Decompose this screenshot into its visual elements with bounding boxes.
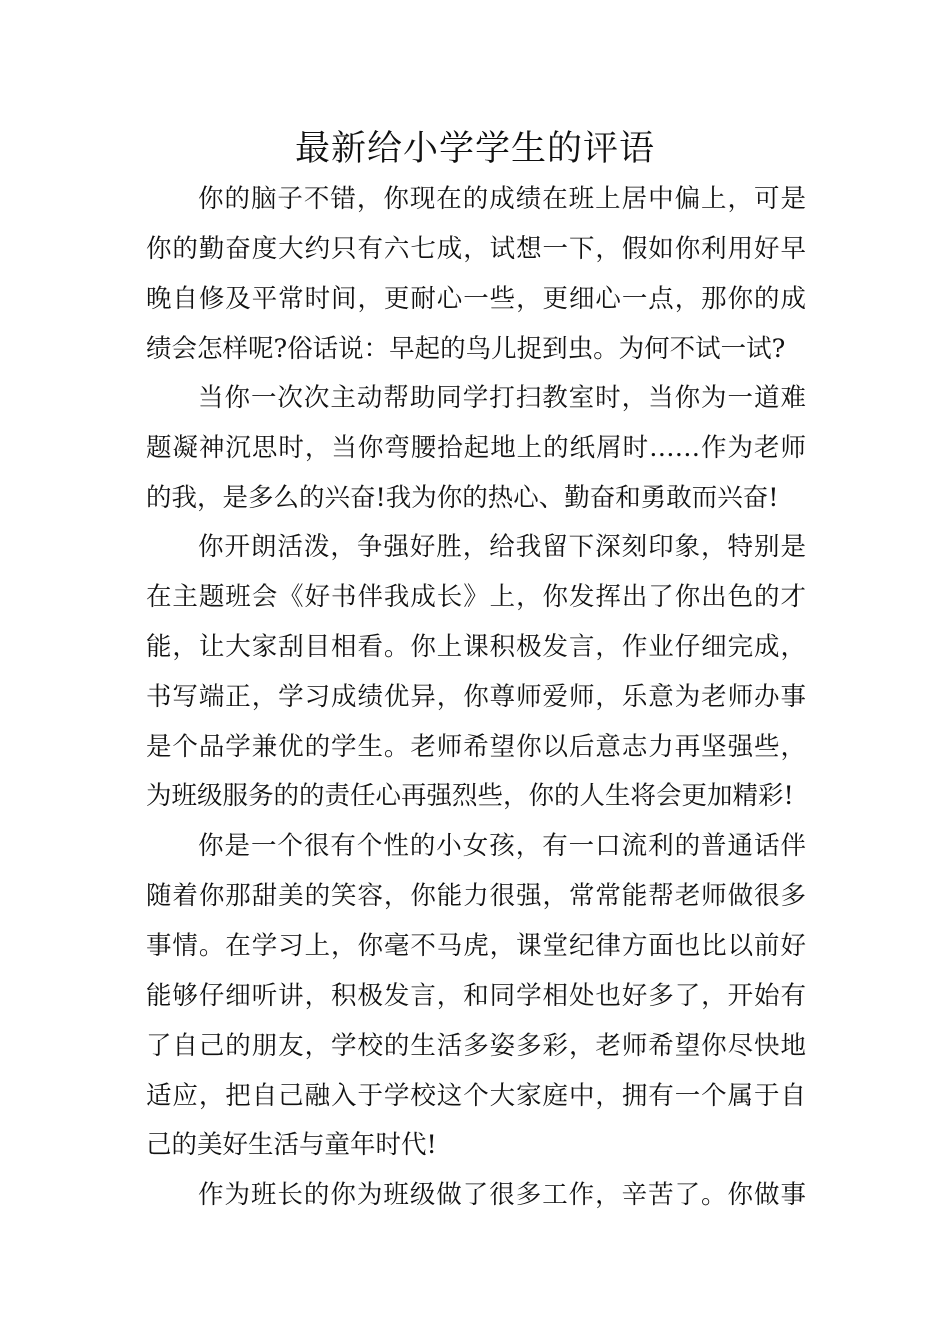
paragraph-4-line-4: 能够仔细听讲，积极发言，和同学相处也好多了，开始有 [146, 981, 806, 1011]
paragraph-3-line-2: 在主题班会《好书伴我成长》上，你发挥出了你出色的才 [146, 582, 806, 612]
paragraph-1-line-3: 晚自修及平常时间，更耐心一些，更细心一点，那你的成 [146, 284, 806, 314]
paragraph-4-line-6: 适应，把自己融入于学校这个大家庭中，拥有一个属于自 [146, 1081, 806, 1111]
paragraph-2-line-1: 当你一次次主动帮助同学打扫教室时，当你为一道难 [198, 383, 806, 413]
paragraph-4-line-5: 了自己的朋友，学校的生活多姿多彩，老师希望你尽快地 [146, 1031, 806, 1061]
paragraph-5-line-1: 作为班长的你为班级做了很多工作，辛苦了。你做事 [198, 1180, 806, 1210]
paragraph-1-line-1: 你的脑子不错，你现在的成绩在班上居中偏上，可是 [198, 184, 806, 214]
paragraph-2-line-3: 的我，是多么的兴奋!我为你的热心、勤奋和勇敢而兴奋! [146, 483, 779, 513]
document-title: 最新给小学学生的评语 [294, 129, 655, 169]
paragraph-4-line-2: 随着你那甜美的笑容，你能力很强，常常能帮老师做很多 [146, 881, 806, 911]
paragraph-4-line-1: 你是一个很有个性的小女孩，有一口流利的普通话伴 [198, 831, 806, 861]
paragraph-4-line-3: 事情。在学习上，你毫不马虎，课堂纪律方面也比以前好 [146, 931, 806, 961]
paragraph-4-line-7: 己的美好生活与童年时代! [146, 1130, 437, 1160]
paragraph-3-line-4: 书写端正，学习成绩优异，你尊师爱师，乐意为老师办事 [146, 682, 806, 712]
paragraph-3-line-1: 你开朗活泼，争强好胜，给我留下深刻印象，特别是 [198, 532, 806, 562]
paragraph-3-line-6: 为班级服务的的责任心再强烈些，你的人生将会更加精彩! [146, 781, 794, 811]
paragraph-1-line-2: 你的勤奋度大约只有六七成，试想一下，假如你利用好早 [146, 234, 806, 264]
paragraph-3-line-3: 能，让大家刮目相看。你上课积极发言，作业仔细完成， [146, 632, 806, 662]
paragraph-3-line-5: 是个品学兼优的学生。老师希望你以后意志力再坚强些， [146, 732, 806, 762]
paragraph-1-line-4: 绩会怎样呢?俗话说：早起的鸟儿捉到虫。为何不试一试? [146, 334, 786, 364]
paragraph-2-line-2: 题凝神沉思时，当你弯腰拾起地上的纸屑时……作为老师 [146, 433, 806, 463]
